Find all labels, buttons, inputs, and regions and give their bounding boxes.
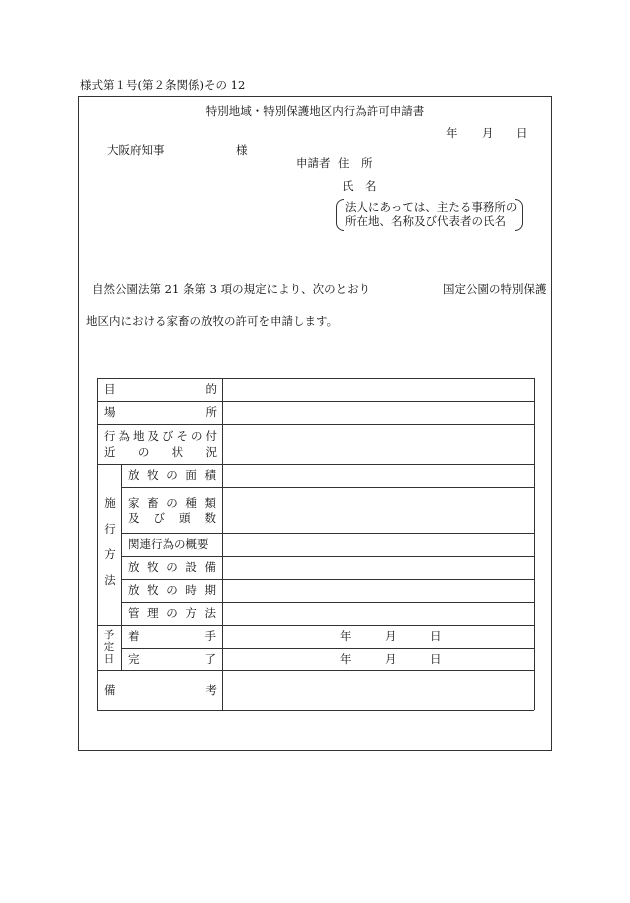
table-row-line [97,401,534,402]
table-row-line [121,556,534,557]
form-number: 様式第１号(第２条関係)その 12 [80,78,246,92]
left-bracket [336,199,344,231]
date-year-label: 年 [446,126,458,140]
table-row-line [97,424,534,425]
table-row-line [121,487,534,488]
surroundings-label-line1: 行 為 地 及 び そ の 付 [104,429,217,443]
table-row-line [121,648,534,649]
applicant-label: 申請者 [296,156,331,170]
table-border-bottom [97,710,534,711]
start-label: 着 手 [128,629,216,643]
table-row-line [97,670,534,671]
table-row-line [97,464,534,465]
application-table [97,378,534,710]
table-column-line [222,378,223,710]
corporation-note-line2: 所在地、名称及び代表者の氏名 [345,214,506,228]
body-text-line1-park: 国定公園の特別保護 [443,282,547,296]
table-border-right [534,378,535,710]
purpose-label: 目 的 [104,382,217,396]
location-label: 場 所 [104,405,217,419]
honorific: 様 [236,143,248,157]
livestock-label-line1: 家 畜 の 種 類 [128,496,216,510]
completion-year-label: 年 [340,652,352,666]
address-label: 住 所 [338,156,373,170]
document-title: 特別地域・特別保護地区内行為許可申請書 [205,104,425,118]
table-row-line [121,579,534,580]
date-month-label: 月 [482,126,494,140]
date-day-label: 日 [516,126,528,140]
addressee: 大阪府知事 [107,143,165,157]
table-row-line [121,533,534,534]
body-text-line2: 地区内における家畜の放牧の許可を申請します。 [86,314,339,328]
start-year-label: 年 [340,629,352,643]
corporation-note-line1: 法人にあっては、主たる事務所の [345,200,518,214]
grazing-facilities-label: 放 牧 の 設 備 [128,560,216,574]
start-day-label: 日 [430,629,442,643]
completion-month-label: 月 [385,652,397,666]
corporation-note [336,199,523,231]
grazing-area-label: 放 牧 の 面 積 [128,468,216,482]
name-label: 氏 名 [342,179,377,193]
remarks-label: 備 考 [104,683,217,697]
surroundings-label-line2: 近 の 状 況 [104,445,217,459]
table-group-line [121,464,122,670]
start-month-label: 月 [385,629,397,643]
method-group-label: 施 行 方 法 [104,496,116,587]
table-border-top [97,378,534,379]
body-text-line1: 自然公園法第 21 条第 3 項の規定により、次のとおり [92,282,371,296]
livestock-label-line2: 及 び 頭 数 [128,511,216,525]
related-acts-label: 関連行為の概要 [128,537,209,551]
grazing-period-label: 放 牧 の 時 期 [128,583,216,597]
table-row-line [121,602,534,603]
schedule-group-label: 予 定 日 [103,629,115,665]
right-bracket [515,199,523,231]
table-border-left [97,378,98,710]
management-label: 管 理 の 方 法 [128,606,216,620]
completion-day-label: 日 [430,652,442,666]
completion-label: 完 了 [128,652,216,666]
table-row-line [97,625,534,626]
